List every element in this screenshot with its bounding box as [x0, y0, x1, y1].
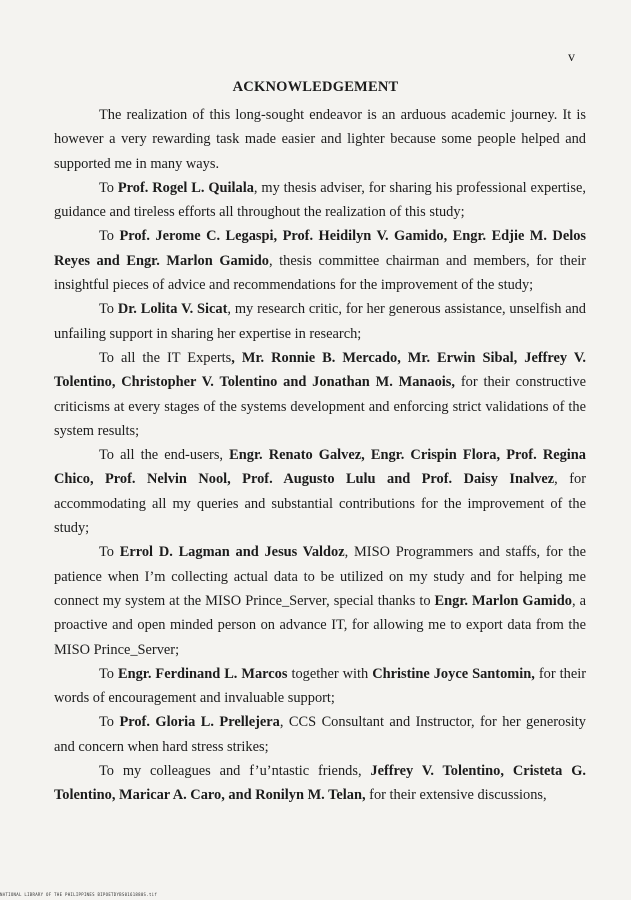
- paragraph-text: , my thesis adviser, for sharing his professional expertise, guidance and tireless efforts all throughout the realization of this study;: [54, 179, 587, 221]
- page-title: ACKNOWLEDGEMENT: [232, 79, 399, 95]
- person-name: Prof. Rogel L. Quilala: [117, 179, 254, 196]
- paragraph-text: for their words of encouragement and invaluable support;: [54, 665, 587, 707]
- paragraph: [54, 710, 586, 759]
- paragraph-text: To: [99, 714, 120, 731]
- paragraph: [54, 759, 586, 808]
- paragraph-text: , for accommodating all my queries and substantial contributions for the improvement of the study;: [54, 471, 586, 537]
- person-name: Christine Joyce Santomin,: [372, 665, 535, 682]
- paragraph-text: together with: [287, 665, 373, 682]
- paragraph-text: , CCS Consultant and Instructor, for her generosity and concern when hard stress strikes;: [54, 714, 586, 755]
- page-number: v: [568, 50, 575, 65]
- paragraph: [54, 176, 586, 225]
- person-name: Jeffrey V. Tolentino, Cristeta G. Tolentino, Maricar A. Caro, and Ronilyn M. Telan,: [54, 763, 586, 804]
- person-name: Errol D. Lagman and Jesus Valdoz: [119, 544, 345, 561]
- paragraph-text: for their extensive discussions,: [365, 787, 547, 804]
- paragraph: [54, 346, 586, 443]
- person-name: Engr. Marlon Gamido: [434, 592, 572, 609]
- paragraph-text: To all the end-users,: [99, 447, 230, 464]
- person-name: Prof. Gloria L. Prellejera: [119, 714, 280, 731]
- paragraph-text: , a proactive and open minded person on advance IT, for allowing me to export data from the MISO Prince_Server;: [54, 592, 587, 658]
- scan-footer: NATIONAL LIBRARY OF THE PHILIPPINES BIPOETDYBS0161880S.tif: [0, 892, 158, 897]
- paragraph-text: To: [99, 301, 118, 318]
- paragraph: [54, 662, 586, 711]
- paragraph: [54, 540, 586, 661]
- paragraph-text: for their constructive criticisms at every stages of the systems development and enforcing strict validations of the system results;: [54, 374, 586, 439]
- person-name: Dr. Lolita V. Sicat: [117, 301, 228, 318]
- person-name: Engr. Renato Galvez, Engr. Crispin Flora, Prof. Regina Chico, Prof. Nelvin Nool, Prof. Augusto Lulu and Prof. Daisy Inalvez: [54, 447, 586, 488]
- person-name: , Mr. Ronnie B. Mercado, Mr. Erwin Sibal, Jeffrey V. Tolentino, Christopher V. Tolentino and Jonathan M. Manaois,: [54, 349, 587, 391]
- acknowledgement-body: [54, 103, 586, 808]
- paragraph-text: To my colleagues and f’u’ntastic friends,: [99, 763, 371, 780]
- person-name: Prof. Jerome C. Legaspi, Prof. Heidilyn V. Gamido, Engr. Edjie M. Delos Reyes and Engr. Marlon Gamido: [54, 228, 587, 269]
- paragraph-text: To: [99, 228, 120, 245]
- paragraph: [54, 224, 586, 297]
- paragraph-text: The realization of this long-sought endeavor is an arduous academic journey. It is however a very rewarding task made easier and lighter because some people helped and supported me in many ways.: [54, 107, 586, 172]
- person-name: Engr. Ferdinand L. Marcos: [117, 665, 288, 682]
- paragraph-text: , thesis committee chairman and members, for their insightful pieces of advice and recommendations for the improvement of the study;: [54, 252, 586, 294]
- paragraph-text: To: [99, 665, 118, 682]
- paragraph-text: To: [99, 179, 118, 196]
- paragraph-text: To: [99, 544, 120, 561]
- paragraph: [54, 443, 586, 540]
- paragraph: [54, 103, 586, 176]
- paragraph-text: To all the IT Experts: [99, 349, 232, 366]
- paragraph: [54, 297, 586, 346]
- paragraph-text: , my research critic, for her generous assistance, unselfish and unfailing support in sharing her expertise in research;: [54, 301, 586, 342]
- paragraph-text: , MISO Programmers and staffs, for the patience when I’m collecting actual data to be utilized on my study and for helping me connect my system at the MISO Prince_Server, special thanks to: [54, 544, 586, 609]
